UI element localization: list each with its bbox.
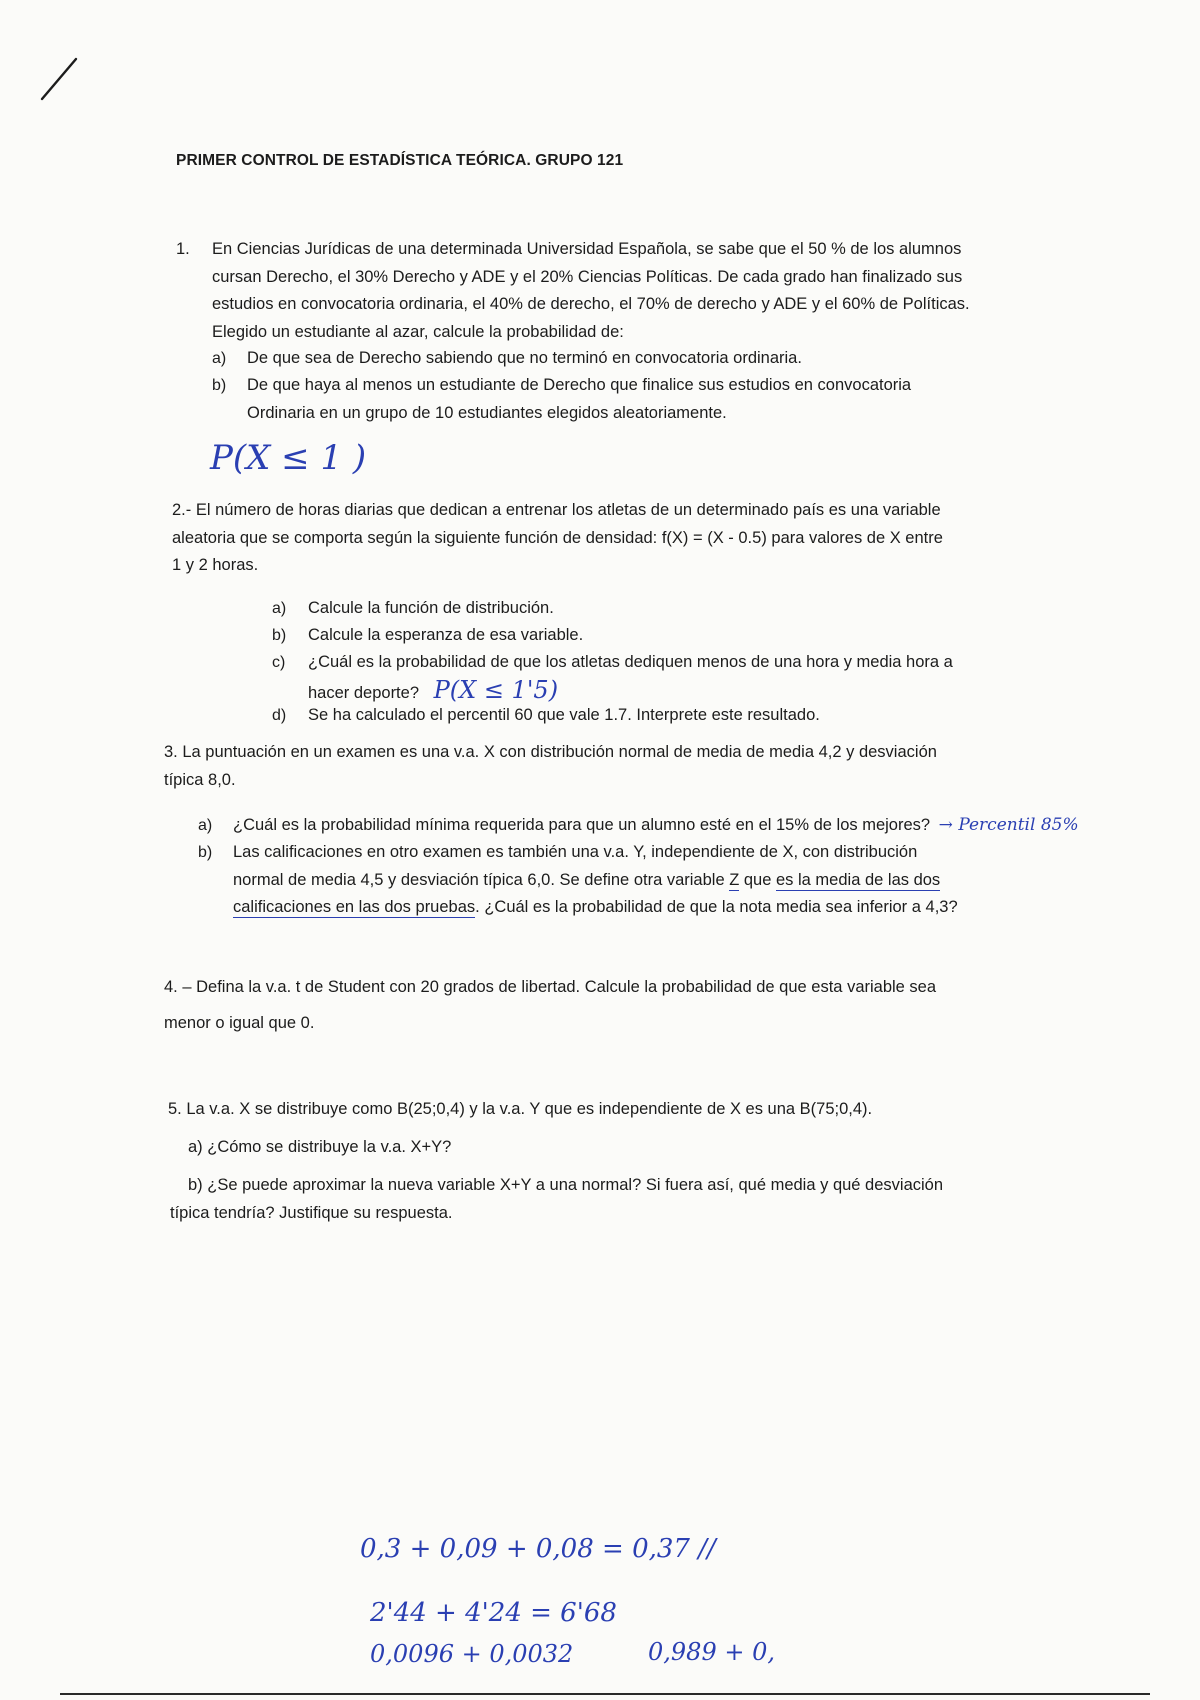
q1-line: estudios en convocatoria ordinaria, el 40% de derecho, el 70% de derecho y ADE y el 60% de Políticas. — [212, 295, 970, 313]
q2-line: aleatoria que se comporta según la siguiente función de densidad: f(X) = (X - 0.5) para valores de X entre — [172, 528, 943, 547]
q3-a-handwritten: → Percentil 85% — [938, 815, 1079, 835]
q1-statement — [212, 236, 1092, 346]
handwritten-calc-4: 0,989 + 0, — [648, 1638, 775, 1666]
q2-d-marker: d) — [272, 707, 287, 724]
q2-c-line2: hacer deporte? — [308, 683, 419, 702]
bottom-rule — [60, 1693, 1150, 1695]
q3-a-text — [233, 812, 1079, 840]
q3-line: 3. La puntuación en un examen es una v.a. X con distribución normal de media de media 4,2 y desviación — [164, 743, 937, 761]
q1-line: En Ciencias Jurídicas de una determinada Universidad Española, se sabe que el 50 % de los alumnos — [212, 240, 962, 258]
q1-b-line: Ordinaria en un grupo de 10 estudiantes elegidos aleatoriamente. — [247, 403, 727, 422]
q2-c-text — [308, 649, 953, 707]
q3-b-underlined-phrase-2: calificaciones en las dos pruebas — [233, 898, 476, 916]
q1-b-marker: b) — [212, 377, 227, 394]
q5-b — [170, 1172, 943, 1227]
q4-line: menor o igual que 0. — [164, 1013, 315, 1032]
q2-line: 2.- El número de horas diarias que dedican a entrenar los atletas de un determinado país es una variable — [172, 501, 941, 519]
q2-c-line: ¿Cuál es la probabilidad de que los atletas dediquen menos de una hora y media hora a — [308, 653, 953, 671]
q5-b-line: típica tendría? Justifique su respuesta. — [170, 1203, 453, 1222]
q5-b-line: b) ¿Se puede aproximar la nueva variable X+Y a una normal? Si fuera así, qué media y qué desviación — [188, 1176, 944, 1194]
q3-b-line — [233, 867, 958, 895]
q1-a-text: De que sea de Derecho sabiendo que no terminó en convocatoria ordinaria. — [247, 349, 802, 367]
q3-b-underlined-phrase: es la media de las dos — [776, 870, 941, 889]
handwritten-calc-2: 2'44 + 4'24 = 6'68 — [370, 1598, 617, 1628]
q3-b-line — [233, 894, 958, 922]
q4-line: 4. – Defina la v.a. t de Student con 20 grados de libertad. Calcule la probabilidad de que esta variable sea — [164, 978, 937, 996]
q3-b-marker: b) — [198, 844, 213, 861]
q3-b-z-underlined: Z — [729, 870, 740, 889]
q2-c-handwritten: P(X ≤ 1'5) — [433, 675, 559, 704]
q1-a-marker: a) — [212, 350, 227, 367]
q1-number: 1. — [176, 240, 190, 258]
q2-d-text: Se ha calculado el percentil 60 que vale 1.7. Interprete este resultado. — [308, 706, 820, 724]
q3-a-line: ¿Cuál es la probabilidad mínima requerida para que un alumno esté en el 15% de los mejores? — [233, 816, 931, 834]
q3-b-line3-end: . ¿Cuál es la probabilidad de que la nota media sea inferior a 4,3? — [475, 898, 958, 916]
q3-a-marker: a) — [198, 817, 213, 834]
q5-a: a) ¿Cómo se distribuye la v.a. X+Y? — [188, 1138, 452, 1156]
q2-b-text: Calcule la esperanza de esa variable. — [308, 626, 584, 644]
q1-b-text — [247, 372, 911, 427]
q2-b-marker: b) — [272, 627, 287, 644]
q3-line: típica 8,0. — [164, 770, 236, 789]
q2-statement — [172, 497, 1072, 580]
q3-b-line2-mid: que — [739, 870, 776, 889]
q3-b-line: Las calificaciones en otro examen es también una v.a. Y, independiente de X, con distribución — [233, 843, 918, 861]
q2-line: 1 y 2 horas. — [172, 556, 259, 574]
q2-c-marker: c) — [272, 654, 286, 671]
q2-a-marker: a) — [272, 600, 287, 617]
q1-handwritten-note: P(X ≤ 1 ) — [210, 438, 367, 478]
q3-statement — [164, 739, 1064, 794]
q4-statement — [164, 974, 1064, 1037]
q1-line: cursan Derecho, el 30% Derecho y ADE y el 20% Ciencias Políticas. De cada grado han finalizado sus — [212, 267, 963, 286]
q1-line: Elegido un estudiante al azar, calcule la probabilidad de: — [212, 322, 624, 341]
q3-b-line2-start: normal de media 4,5 y desviación típica 6,0. Se define otra variable — [233, 870, 730, 889]
handwritten-calc-3: 0,0096 + 0,0032 — [370, 1640, 574, 1668]
q2-a-text: Calcule la función de distribución. — [308, 599, 554, 617]
handwritten-calc-1: 0,3 + 0,09 + 0,08 = 0,37 // — [360, 1534, 716, 1564]
pen-slash-mark — [36, 55, 82, 105]
q3-b-text — [233, 839, 958, 922]
exam-title: PRIMER CONTROL DE ESTADÍSTICA TEÓRICA. GRUPO 121 — [176, 152, 624, 169]
q5-line: 5. La v.a. X se distribuye como B(25;0,4) y la v.a. Y que es independiente de X es una B(75;0,4). — [168, 1100, 873, 1118]
q1-b-line: De que haya al menos un estudiante de Derecho que finalice sus estudios en convocatoria — [247, 376, 912, 394]
